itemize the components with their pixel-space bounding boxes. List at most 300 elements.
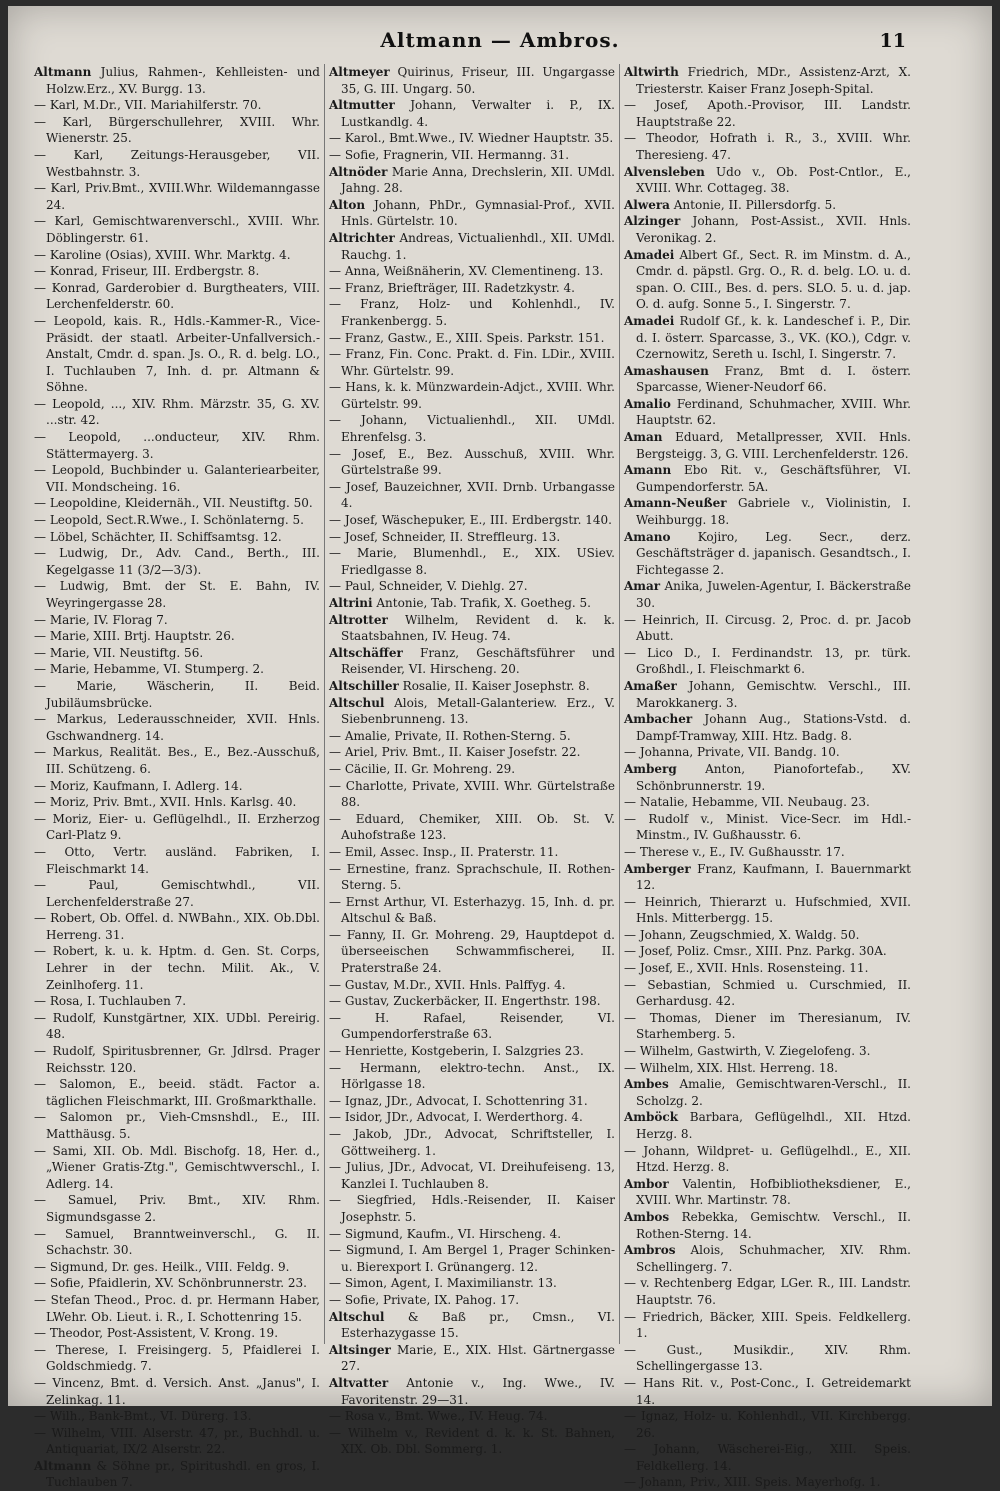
entry-text: Valentin, Hofbibliotheksdiener, E., XVIII. Whr. Martinstr. 78. xyxy=(636,1176,911,1208)
entry-text: Rosalie, II. Kaiser Josephstr. 8. xyxy=(398,678,590,693)
entry-text: — Josef, Poliz. Cmsr., XIII. Pnz. Parkg. 30A. xyxy=(624,944,887,959)
directory-entry xyxy=(329,1425,615,1458)
directory-entry xyxy=(624,164,911,197)
directory-entry xyxy=(624,1242,911,1275)
entry-text: Marie Anna, Drechslerin, XII. UMdl. Jahng. 28. xyxy=(341,164,615,196)
entry-text: — Therese, I. Freisingerg. 5, Pfaidlerei I. Goldschmiedg. 7. xyxy=(34,1342,320,1374)
entry-surname: Altmann xyxy=(34,1458,92,1473)
directory-entry xyxy=(329,977,615,994)
entry-surname: Amadei xyxy=(624,313,675,328)
directory-entry xyxy=(624,678,911,711)
directory-column-2 xyxy=(325,64,620,1457)
directory-entry xyxy=(34,213,320,246)
directory-entry xyxy=(329,894,615,927)
directory-entry xyxy=(624,363,911,396)
entry-text: — Siegfried, Hdls.-Reisender, II. Kaiser Josephstr. 5. xyxy=(329,1193,615,1224)
entry-text: — Samuel, Priv. Bmt., XIV. Rhm. Sigmundsgasse 2. xyxy=(34,1193,320,1224)
directory-entry xyxy=(329,197,615,230)
directory-entry xyxy=(329,678,615,695)
directory-entry xyxy=(329,479,615,512)
entry-text: — Stefan Theod., Proc. d. pr. Hermann Haber, LWehr. Ob. Lieut. i. R., I. Schottenring 15. xyxy=(34,1292,320,1324)
directory-entry xyxy=(329,844,615,861)
directory-entry xyxy=(624,197,911,214)
directory-entry xyxy=(34,711,320,744)
entry-surname: Altnöder xyxy=(329,164,388,179)
directory-entry xyxy=(34,628,320,645)
entry-text: — Ludwig, Dr., Adv. Cand., Berth., III. Kegelgasse 11 (3/2—3/3). xyxy=(34,546,320,577)
directory-entry xyxy=(624,1408,911,1441)
entry-text: — Moriz, Priv. Bmt., XVII. Hnls. Karlsg. 40. xyxy=(34,795,297,810)
entry-text: — Ernst Arthur, VI. Esterhazyg. 15, Inh. d. pr. Altschul & Baß. xyxy=(329,894,615,926)
directory-entry xyxy=(329,263,615,280)
entry-text: — Charlotte, Private, XVIII. Whr. Gürtelstraße 88. xyxy=(329,778,615,810)
directory-entry xyxy=(624,1209,911,1242)
directory-entry xyxy=(329,993,615,1010)
directory-columns xyxy=(30,64,916,1490)
directory-entry xyxy=(34,645,320,662)
directory-entry xyxy=(624,1441,911,1474)
entry-text: Ebo Rit. v., Geschäftsführer, VI. Gumpendorferstr. 5A. xyxy=(636,463,911,494)
entry-text: — Amalie, Private, II. Rothen-Sterng. 5. xyxy=(329,728,571,743)
running-head: Altmann — Ambros. xyxy=(380,28,620,52)
directory-entry xyxy=(329,280,615,297)
entry-text: — Johann, Zeugschmied, X. Waldg. 50. xyxy=(624,927,860,942)
entry-surname: Alton xyxy=(329,197,366,212)
directory-entry xyxy=(624,794,911,811)
directory-entry xyxy=(34,844,320,877)
entry-surname: Alwera xyxy=(624,197,670,212)
entry-text: Udo v., Ob. Post-Cntlor., E., XVIII. Whr. Cottageg. 38. xyxy=(636,164,911,196)
directory-entry xyxy=(34,529,320,546)
entry-surname: Amann-Neußer xyxy=(624,496,727,511)
directory-entry xyxy=(329,1159,615,1192)
entry-text: Barbara, Geflügelhdl., XII. Htzd. Herzg. 8. xyxy=(636,1110,911,1141)
directory-entry xyxy=(34,247,320,264)
entry-text: — Johann, Priv., XIII. Speis. Mayerhofg. 1. xyxy=(624,1475,881,1490)
directory-entry xyxy=(329,1043,615,1060)
entry-text: — Johann, Wäscherei-Eig., XIII. Speis. Feldkellerg. 14. xyxy=(624,1442,911,1473)
directory-entry xyxy=(624,761,911,794)
entry-text: — Vincenz, Bmt. d. Versich. Anst. „Janus", I. Zelinkag. 11. xyxy=(34,1375,320,1407)
entry-text: Amalie, Gemischtwaren-Verschl., II. Scholzg. 2. xyxy=(636,1077,911,1108)
entry-text: — Therese v., E., IV. Gußhausstr. 17. xyxy=(624,844,845,859)
entry-text: — Moriz, Eier- u. Geflügelhdl., II. Erzherzog Carl-Platz 9. xyxy=(34,811,320,843)
directory-entry xyxy=(624,744,911,761)
directory-entry xyxy=(624,396,911,429)
directory-entry xyxy=(329,379,615,412)
entry-text: Wilhelm, Revident d. k. k. Staatsbahnen, IV. Heug. 74. xyxy=(341,612,615,644)
directory-entry xyxy=(329,529,615,546)
directory-entry xyxy=(624,811,911,844)
entry-text: — Josef, E., XVII. Hnls. Rosensteing. 11. xyxy=(624,961,869,976)
entry-text: — Otto, Vertr. ausländ. Fabriken, I. Fleischmarkt 14. xyxy=(34,844,320,876)
directory-entry xyxy=(624,429,911,462)
directory-entry xyxy=(624,1060,911,1077)
directory-entry xyxy=(34,1458,320,1491)
entry-text: Antonie, Tab. Trafik, X. Goetheg. 5. xyxy=(372,596,591,610)
directory-entry xyxy=(34,744,320,777)
directory-entry xyxy=(624,247,911,313)
entry-text: — Ignaz, Holz- u. Kohlenhdl., VII. Kirchbergg. 26. xyxy=(624,1409,911,1440)
directory-column-3 xyxy=(620,64,915,1490)
entry-text: — Theodor, Hofrath i. R., 3., XVIII. Whr. Theresieng. 47. xyxy=(624,131,911,162)
directory-entry xyxy=(624,977,911,1010)
directory-entry xyxy=(329,296,615,329)
directory-entry xyxy=(329,1292,615,1309)
directory-entry xyxy=(624,1176,911,1209)
directory-entry xyxy=(34,1375,320,1408)
directory-entry xyxy=(624,927,911,944)
entry-surname: Ambacher xyxy=(624,712,693,727)
directory-entry xyxy=(329,927,615,977)
directory-entry xyxy=(34,993,320,1010)
entry-text: — Salomon pr., Vieh-Cmsnshdl., E., III. Matthäusg. 5. xyxy=(34,1110,320,1141)
entry-text: — Leopold, ...onducteur, XIV. Rhm. Stättermayerg. 3. xyxy=(34,430,320,461)
entry-text: — Ariel, Priv. Bmt., II. Kaiser Josefstr. 22. xyxy=(329,745,581,760)
entry-text: — Franz, Fin. Conc. Prakt. d. Fin. LDir., XVIII. Whr. Gürtelstr. 99. xyxy=(329,347,615,378)
entry-text: — Sofie, Pfaidlerin, XV. Schönbrunnerstr. 23. xyxy=(34,1276,307,1291)
directory-entry xyxy=(329,1408,615,1425)
directory-entry xyxy=(329,811,615,844)
directory-entry xyxy=(34,313,320,396)
directory-entry xyxy=(34,1076,320,1109)
entry-text: — Markus, Lederausschneider, XVII. Hnls. Gschwandnerg. 14. xyxy=(34,712,320,743)
entry-text: — Marie, Hebamme, VI. Stumperg. 2. xyxy=(34,662,264,677)
entry-surname: Aman xyxy=(624,430,663,445)
entry-surname: Altrini xyxy=(329,596,373,610)
entry-text: — Gustav, Zuckerbäcker, II. Engerthstr. 198. xyxy=(329,994,601,1009)
entry-text: — Johann, Wildpret- u. Geflügelhdl., E., XII. Htzd. Herzg. 8. xyxy=(624,1143,911,1175)
entry-text: — Jakob, JDr., Advocat, Schriftsteller, I. Göttweiherg. 1. xyxy=(329,1127,615,1158)
entry-text: — Franz, Briefträger, III. Radetzkystr. 4. xyxy=(329,280,575,295)
entry-text: Alois, Metall-Galanteriew. Erz., V. Siebenbrunneng. 13. xyxy=(341,695,615,727)
entry-text: — Robert, k. u. k. Hptm. d. Gen. St. Corps, Lehrer in der techn. Milit. Ak., V. Zeinlhoferg. 11. xyxy=(34,944,320,992)
entry-text: — Gust., Musikdir., XIV. Rhm. Schellingergasse 13. xyxy=(624,1342,911,1374)
entry-text: & Baß pr., Cmsn., VI. Esterhazygasse 15. xyxy=(341,1309,615,1341)
entry-text: Johann, Gemischtw. Verschl., III. Marokkanerg. 3. xyxy=(636,678,911,710)
directory-entry xyxy=(34,396,320,429)
entry-text: — Josef, Wäschepuker, E., III. Erdbergstr. 140. xyxy=(329,513,612,528)
entry-text: — Moriz, Kaufmann, I. Adlerg. 14. xyxy=(34,778,243,793)
entry-text: — Sami, XII. Ob. Mdl. Bischofg. 18, Her. d., „Wiener Gratis-Ztg.", Gemischtwverschl., I. Adlerg. 14. xyxy=(34,1143,320,1191)
entry-text: — Sigmund, Kaufm., VI. Hirscheng. 4. xyxy=(329,1226,562,1241)
directory-entry xyxy=(34,1192,320,1225)
entry-text: — Gustav, M.Dr., XVII. Hnls. Palffyg. 4. xyxy=(329,977,566,992)
directory-entry xyxy=(624,711,911,744)
entry-text: — v. Rechtenberg Edgar, LGer. R., III. Landstr. Hauptstr. 76. xyxy=(624,1276,911,1307)
directory-entry xyxy=(329,695,615,728)
directory-entry xyxy=(329,330,615,347)
entry-text: Rebekka, Gemischtw. Verschl., II. Rothen-Sterng. 14. xyxy=(636,1209,911,1241)
entry-text: — Hans, k. k. Münzwardein-Adjct., XVIII. Whr. Gürtelstr. 99. xyxy=(329,380,615,411)
directory-entry xyxy=(34,1325,320,1342)
entry-text: — Friedrich, Bäcker, XIII. Speis. Feldkellerg. 1. xyxy=(624,1309,911,1341)
directory-entry xyxy=(329,728,615,745)
directory-entry xyxy=(329,1060,615,1093)
entry-surname: Altrichter xyxy=(329,230,395,245)
directory-entry xyxy=(329,578,615,595)
entry-surname: Altmann xyxy=(34,65,92,79)
entry-surname: Amberg xyxy=(624,761,677,776)
entry-text: — Heinrich, II. Circusg. 2, Proc. d. pr. Jacob Abutt. xyxy=(624,612,911,644)
entry-text: — Josef, E., Bez. Ausschuß, XVIII. Whr. Gürtelstraße 99. xyxy=(329,446,615,478)
directory-entry xyxy=(34,910,320,943)
entry-text: — Paul, Gemischtwhdl., VII. Lerchenfelderstraße 27. xyxy=(34,878,320,909)
directory-entry xyxy=(329,512,615,529)
entry-text: — Paul, Schneider, V. Diehlg. 27. xyxy=(329,579,528,594)
entry-text: — Josef, Schneider, II. Streffleurg. 13. xyxy=(329,529,561,544)
entry-text: Marie, E., XIX. Hlst. Gärtnergasse 27. xyxy=(341,1342,615,1374)
directory-entry xyxy=(624,64,911,97)
entry-text: — Eduard, Chemiker, XIII. Ob. St. V. Auhofstraße 123. xyxy=(329,811,615,843)
entry-text: — Emil, Assec. Insp., II. Praterstr. 11. xyxy=(329,844,559,859)
directory-entry xyxy=(329,861,615,894)
entry-text: — Fanny, II. Gr. Mohreng. 29, Hauptdepot d. überseeischen Schwammfischerei, II. Praterstraße 24. xyxy=(329,927,615,976)
entry-text: Johann, Verwalter i. P., IX. Lustkandlg. 4. xyxy=(341,98,615,129)
entry-text: Rudolf Gf., k. k. Landeschef i. P., Dir. d. I. österr. Sparcasse, 3., VK. (KO.), Cdgr. v. Czernowitz, Sereth u. Ischl, I. Singerstr. 7. xyxy=(636,313,911,362)
directory-entry xyxy=(34,877,320,910)
entry-surname: Alzinger xyxy=(624,214,681,229)
entry-surname: Amalio xyxy=(624,396,671,411)
entry-text: Anika, Juwelen-Agentur, I. Bäckerstraße 30. xyxy=(636,579,911,610)
entry-text: — Sofie, Fragnerin, VII. Hermanng. 31. xyxy=(329,147,570,162)
entry-surname: Altsinger xyxy=(329,1342,391,1357)
entry-text: — Karoline (Osias), XVIII. Whr. Marktg. 4. xyxy=(34,247,291,262)
directory-entry xyxy=(624,130,911,163)
entry-surname: Amberger xyxy=(624,861,691,876)
directory-entry xyxy=(624,1010,911,1043)
entry-text: Franz, Kaufmann, I. Bauernmarkt 12. xyxy=(636,861,911,893)
directory-entry xyxy=(329,778,615,811)
directory-entry xyxy=(624,645,911,678)
entry-text: — Karl, Bürgerschullehrer, XVIII. Whr. Wienerstr. 25. xyxy=(34,114,320,146)
directory-entry xyxy=(624,462,911,495)
directory-entry xyxy=(34,1143,320,1193)
entry-text: — Johann, Victualienhdl., XII. UMdl. Ehrenfelsg. 3. xyxy=(329,413,615,445)
entry-text: — Sigmund, I. Am Bergel 1, Prager Schinken- u. Bierexport I. Grünangerg. 12. xyxy=(329,1243,615,1274)
directory-entry xyxy=(329,761,615,778)
directory-entry xyxy=(329,1309,615,1342)
directory-entry xyxy=(34,280,320,313)
entry-text: — Marie, XIII. Brtj. Hauptstr. 26. xyxy=(34,629,235,644)
entry-text: — Robert, Ob. Offel. d. NWBahn., XIX. Ob.Dbl. Herreng. 31. xyxy=(34,911,320,942)
entry-text: Johann Aug., Stations-Vstd. d. Dampf-Tramway, XIII. Htz. Badg. 8. xyxy=(636,712,911,743)
directory-entry xyxy=(624,1076,911,1109)
entry-text: — Leopold, ..., XIV. Rhm. Märzstr. 35, G. XV. ...str. 42. xyxy=(34,396,320,428)
directory-entry xyxy=(34,1109,320,1142)
entry-text: Quirinus, Friseur, III. Ungargasse 35, G. III. Ungarg. 50. xyxy=(341,65,615,96)
entry-text: — Marie, IV. Florag 7. xyxy=(34,612,168,627)
directory-entry xyxy=(624,1109,911,1142)
entry-text: Johann, PhDr., Gymnasial-Prof., XVII. Hnls. Gürtelstr. 10. xyxy=(341,197,615,229)
directory-entry xyxy=(624,861,911,894)
directory-entry xyxy=(329,1226,615,1243)
directory-entry xyxy=(624,960,911,977)
directory-entry xyxy=(329,1342,615,1375)
directory-entry xyxy=(624,1043,911,1060)
entry-text: — Marie, Blumenhdl., E., XIX. USiev. Friedlgasse 8. xyxy=(329,546,615,577)
directory-entry xyxy=(34,64,320,97)
directory-entry xyxy=(34,263,320,280)
entry-text: — Franz, Gastw., E., XIII. Speis. Parkstr. 151. xyxy=(329,330,605,345)
entry-text: — Löbel, Schächter, II. Schiffsamtsg. 12. xyxy=(34,529,282,544)
entry-text: — Karl, Priv.Bmt., XVIII.Whr. Wildemanngasse 24. xyxy=(34,181,320,212)
directory-entry xyxy=(34,545,320,578)
entry-text: — Ludwig, Bmt. der St. E. Bahn, IV. Weyringergasse 28. xyxy=(34,579,320,610)
entry-surname: Ambros xyxy=(624,1243,676,1258)
directory-entry xyxy=(624,1143,911,1176)
entry-text: Gabriele v., Violinistin, I. Weihburgg. 18. xyxy=(636,496,911,528)
directory-entry xyxy=(329,595,615,612)
entry-text: Albert Gf., Sect. R. im Minstm. d. A., Cmdr. d. päpstl. Grg. O., R. d. belg. LO. u. d. span. O. CIII., Bes. d. pers. SLO. 5. u. d. jap. O. d. aufg. Sonne 5., I. Singerstr. 7. xyxy=(636,247,911,312)
directory-entry xyxy=(624,1474,911,1491)
directory-column-1 xyxy=(30,64,325,1490)
directory-entry xyxy=(329,147,615,164)
entry-surname: Altschiller xyxy=(329,678,399,693)
directory-entry xyxy=(34,1342,320,1375)
entry-surname: Ambos xyxy=(624,1209,670,1224)
entry-text: Anton, Pianofortefab., XV. Schönbrunnerstr. 19. xyxy=(636,761,911,793)
directory-entry xyxy=(34,1259,320,1276)
directory-entry xyxy=(624,213,911,246)
directory-entry xyxy=(329,1192,615,1225)
entry-text: Kojiro, Leg. Secr., derz. Geschäftsträger d. japanisch. Gesandtsch., I. Fichtegasse 2. xyxy=(636,529,911,577)
entry-text: — Julius, JDr., Advocat, VI. Dreihufeiseng. 13, Kanzlei I. Tuchlauben 8. xyxy=(329,1160,615,1191)
entry-text: — Wilh., Bank-Bmt., VI. Dürerg. 13. xyxy=(34,1409,252,1424)
entry-text: — Rudolf, Kunstgärtner, XIX. UDbl. Pereirig. 48. xyxy=(34,1010,320,1042)
entry-text: Antonie, II. Pillersdorfg. 5. xyxy=(669,197,837,212)
directory-entry xyxy=(329,346,615,379)
directory-entry xyxy=(329,230,615,263)
directory-entry xyxy=(624,529,911,579)
entry-text: — Leopold, kais. R., Hdls.-Kammer-R., Vice-Präsidt. der staatl. Arbeiter-Unfallversich.-Anstalt, Cmdr. d. span. Js. O., R. d. belg. LO., I. Tuchlauben 7, Inh. d. pr. Altmann & Söhne. xyxy=(34,313,320,395)
entry-surname: Amböck xyxy=(624,1110,679,1125)
entry-surname: Altmeyer xyxy=(329,65,390,79)
entry-surname: Altwirth xyxy=(624,65,679,79)
directory-entry xyxy=(34,778,320,795)
directory-entry xyxy=(329,1126,615,1159)
entry-text: — Samuel, Branntweinverschl., G. II. Schachstr. 30. xyxy=(34,1226,320,1258)
entry-text: — Karl, Gemischtwarenverschl., XVIII. Whr. Döblingerstr. 61. xyxy=(34,214,320,245)
directory-entry xyxy=(34,462,320,495)
directory-entry xyxy=(34,1043,320,1076)
entry-text: Julius, Rahmen-, Kehlleisten- und Holzw.Erz., XV. Burgg. 13. xyxy=(46,65,320,96)
entry-text: — Ignaz, JDr., Advocat, I. Schottenring 31. xyxy=(329,1093,588,1108)
entry-surname: Altrotter xyxy=(329,612,388,627)
entry-text: Johann, Post-Assist., XVII. Hnls. Veronikag. 2. xyxy=(636,214,911,245)
entry-surname: Ambes xyxy=(624,1077,669,1092)
entry-text: — Wilhelm, Gastwirth, V. Ziegelofeng. 3. xyxy=(624,1044,871,1059)
directory-entry xyxy=(329,1010,615,1043)
entry-text: — Karol., Bmt.Wwe., IV. Wiedner Hauptstr. 35. xyxy=(329,131,614,146)
directory-entry xyxy=(329,412,615,445)
entry-text: Eduard, Metallpresser, XVII. Hnls. Bergsteigg. 3, G. VIII. Lerchenfelderstr. 126. xyxy=(636,430,911,461)
directory-entry xyxy=(329,1109,615,1126)
entry-text: Andreas, Victualienhdl., XII. UMdl. Rauchg. 1. xyxy=(341,230,615,262)
entry-text: — Lico D., I. Ferdinandstr. 13, pr. türk. Großhdl., I. Fleischmarkt 6. xyxy=(624,645,911,677)
directory-entry xyxy=(34,495,320,512)
directory-entry xyxy=(329,744,615,761)
entry-text: — Josef, Bauzeichner, XVII. Drnb. Urbangasse 4. xyxy=(329,479,615,511)
directory-entry xyxy=(34,1425,320,1458)
entry-surname: Altschul xyxy=(329,1309,385,1324)
directory-entry xyxy=(34,811,320,844)
directory-entry xyxy=(624,313,911,363)
entry-text: — Franz, Holz- und Kohlenhdl., IV. Frankenbergg. 5. xyxy=(329,297,615,328)
entry-surname: Amaßer xyxy=(624,678,677,693)
directory-entry xyxy=(329,1093,615,1110)
directory-entry xyxy=(624,578,911,611)
directory-entry xyxy=(329,1375,615,1408)
directory-entry xyxy=(329,446,615,479)
entry-surname: Amann xyxy=(624,463,672,478)
entry-text: — Thomas, Diener im Theresianum, IV. Starhemberg. 5. xyxy=(624,1010,911,1042)
directory-entry xyxy=(624,894,911,927)
directory-entry xyxy=(329,64,615,97)
directory-entry xyxy=(34,512,320,529)
directory-entry xyxy=(329,645,615,678)
directory-entry xyxy=(624,943,911,960)
entry-text: Franz, Bmt d. I. österr. Sparcasse, Wiener-Neudorf 66. xyxy=(636,363,911,395)
entry-text: — Konrad, Garderobier d. Burgtheaters, VIII. Lerchenfelderstr. 60. xyxy=(34,280,320,312)
directory-entry xyxy=(329,130,615,147)
entry-surname: Ambor xyxy=(624,1176,669,1191)
entry-text: — Hermann, elektro-techn. Anst., IX. Hörlgasse 18. xyxy=(329,1060,615,1092)
entry-text: — Josef, Apoth.-Provisor, III. Landstr. Hauptstraße 22. xyxy=(624,98,911,129)
directory-entry xyxy=(34,1292,320,1325)
entry-text: Ferdinand, Schuhmacher, XVIII. Whr. Hauptstr. 62. xyxy=(636,396,911,428)
entry-text: Alois, Schuhmacher, XIV. Rhm. Schellingerg. 7. xyxy=(636,1243,911,1274)
directory-entry xyxy=(34,1226,320,1259)
entry-text: — Natalie, Hebamme, VII. Neubaug. 23. xyxy=(624,795,870,810)
entry-surname: Alvensleben xyxy=(624,164,705,179)
entry-text: Franz, Geschäftsführer und Reisender, VI. Hirscheng. 20. xyxy=(341,645,615,677)
entry-text: — Simon, Agent, I. Maximilianstr. 13. xyxy=(329,1276,557,1291)
directory-entry xyxy=(34,794,320,811)
entry-text: — H. Rafael, Reisender, VI. Gumpendorferstraße 63. xyxy=(329,1010,615,1042)
directory-entry xyxy=(34,1010,320,1043)
directory-entry xyxy=(624,1275,911,1308)
entry-text: — Rudolf, Spiritusbrenner, Gr. Jdlrsd. Prager Reichsstr. 120. xyxy=(34,1044,320,1075)
entry-surname: Amar xyxy=(624,579,661,594)
entry-surname: Altmutter xyxy=(329,98,395,113)
directory-entry xyxy=(34,678,320,711)
entry-text: — Leopoldine, Kleidernäh., VII. Neustiftg. 50. xyxy=(34,496,313,511)
page-header xyxy=(8,28,992,58)
directory-entry xyxy=(329,545,615,578)
directory-entry xyxy=(34,1408,320,1425)
entry-text: — Hans Rit. v., Post-Conc., I. Getreidemarkt 14. xyxy=(624,1375,911,1407)
entry-text: — Sofie, Private, IX. Pahog. 17. xyxy=(329,1292,520,1307)
directory-entry xyxy=(34,578,320,611)
directory-entry xyxy=(624,1342,911,1375)
entry-text: — Marie, Wäscherin, II. Beid. Jubiläumsbrücke. xyxy=(34,678,320,710)
directory-entry xyxy=(329,164,615,197)
entry-text: & Söhne pr., Spiritushdl. en gros, I. Tuchlauben 7. xyxy=(46,1458,320,1490)
directory-entry xyxy=(329,1275,615,1292)
entry-surname: Altvatter xyxy=(329,1375,389,1390)
directory-page xyxy=(8,6,992,1490)
directory-entry xyxy=(329,612,615,645)
directory-entry xyxy=(34,943,320,993)
directory-entry xyxy=(34,661,320,678)
entry-text: — Ernestine, franz. Sprachschule, II. Rothen-Sterng. 5. xyxy=(329,861,615,893)
entry-text: — Wilhelm, XIX. Hlst. Herreng. 18. xyxy=(624,1060,838,1075)
entry-text: — Theodor, Post-Assistent, V. Krong. 19. xyxy=(34,1326,279,1341)
entry-text: — Marie, VII. Neustiftg. 56. xyxy=(34,645,204,660)
directory-entry xyxy=(624,1375,911,1408)
entry-text: — Wilhelm, VIII. Alserstr. 47, pr., Buchhdl. u. Antiquariat, IX/2 Alserstr. 22. xyxy=(34,1425,320,1457)
